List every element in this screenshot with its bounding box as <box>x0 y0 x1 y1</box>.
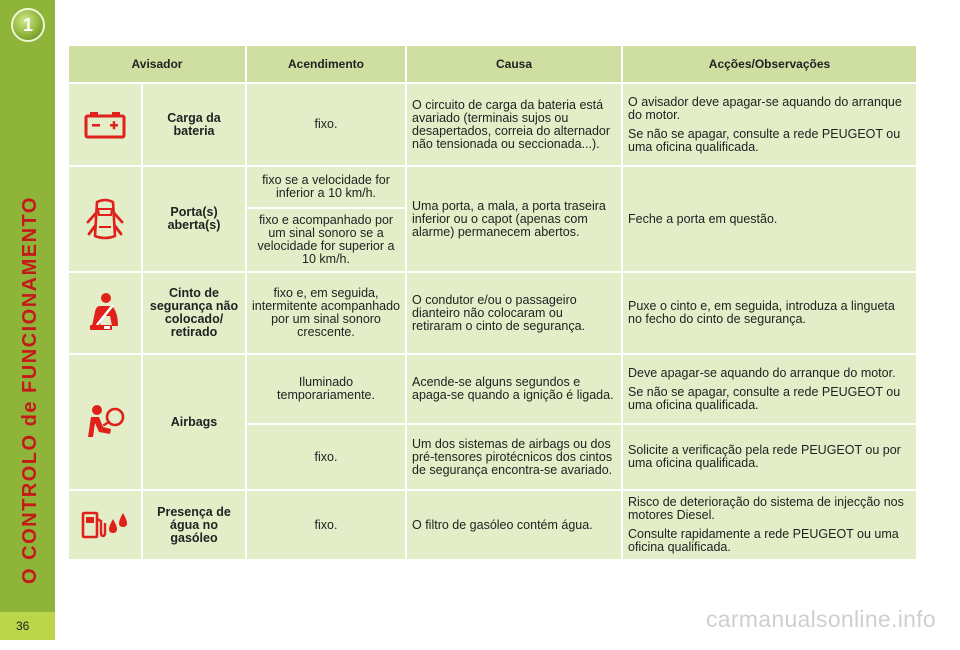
accoes-line: Se não se apagar, consulte a rede PEUGEOT ou uma oficina qualificada. <box>628 384 901 412</box>
table-header-row <box>68 45 917 83</box>
causa-cell: O circuito de carga da bateria está avariado (terminais sujos ou desapertados, correia do alternador não tensionada ou seccionada...). <box>406 83 622 166</box>
chapter-title-word-1: O CONTROLO <box>19 433 41 584</box>
accoes-line: Puxe o cinto e, em seguida, introduza a lingueta no fecho do cinto de segurança. <box>628 299 895 326</box>
chapter-title <box>15 130 45 650</box>
header-avisador: Avisador <box>68 45 246 83</box>
acendimento-cell: Iluminado temporariamente. <box>246 354 406 424</box>
accoes-line: Consulte rapidamente a rede PEUGEOT ou uma oficina qualificada. <box>628 527 899 554</box>
door-open-icon <box>85 196 125 242</box>
causa-cell: Um dos sistemas de airbags ou dos pré-tensores pirotécnicos dos cintos de segurança encontra-se avariado. <box>406 424 622 490</box>
accoes-cell <box>622 490 917 560</box>
table-row <box>68 166 917 208</box>
warning-lights-table <box>67 44 918 561</box>
causa-cell: O filtro de gasóleo contém água. <box>406 490 622 560</box>
icon-cell <box>68 272 142 354</box>
causa-cell: Uma porta, a mala, a porta traseira inferior ou o capot (apenas com alarme) permanecem abertos. <box>406 166 622 272</box>
accoes-line: Solicite a verificação pela rede PEUGEOT ou por uma oficina qualificada. <box>628 443 901 470</box>
accoes-line: Feche a porta em questão. <box>628 211 778 226</box>
chapter-number: 1 <box>22 14 33 35</box>
header-acendimento: Acendimento <box>246 45 406 83</box>
accoes-line: Deve apagar-se aquando do arranque do motor. <box>628 365 896 380</box>
warning-name: Cinto de segurança não colocado/ retirado <box>142 272 246 354</box>
water-in-diesel-icon <box>81 509 129 541</box>
airbag-icon <box>85 403 125 441</box>
accoes-cell <box>622 424 917 490</box>
battery-icon <box>84 111 126 139</box>
icon-cell <box>68 166 142 272</box>
warning-name: Carga da bateria <box>142 83 246 166</box>
accoes-line: O avisador deve apagar-se aquando do arranque do motor. <box>628 94 902 122</box>
warning-name: Airbags <box>142 354 246 490</box>
table-row <box>68 272 917 354</box>
table-row <box>68 354 917 424</box>
chapter-number-badge <box>11 8 45 42</box>
acendimento-cell: fixo. <box>246 83 406 166</box>
icon-cell <box>68 490 142 560</box>
seatbelt-icon <box>86 292 124 334</box>
acendimento-cell: fixo e, em seguida, intermitente acompanhado por um sinal sonoro crescente. <box>246 272 406 354</box>
table-row <box>68 83 917 166</box>
accoes-cell <box>622 354 917 424</box>
warning-name: Presença de água no gasóleo <box>142 490 246 560</box>
chapter-title-word-3: FUNCIONAMENTO <box>19 196 41 393</box>
chapter-title-word-2: de <box>19 400 41 427</box>
icon-cell <box>68 83 142 166</box>
watermark: carmanualsonline.info <box>705 606 936 632</box>
acendimento-cell: fixo. <box>246 490 406 560</box>
causa-cell: Acende-se alguns segundos e apaga-se quando a ignição é ligada. <box>406 354 622 424</box>
acendimento-cell: fixo. <box>246 424 406 490</box>
acendimento-cell: fixo se a velocidade for inferior a 10 km/h. <box>246 166 406 208</box>
warning-name: Porta(s) aberta(s) <box>142 166 246 272</box>
table-row <box>68 490 917 560</box>
causa-cell: O condutor e/ou o passageiro dianteiro não colocaram ou retiraram o cinto de segurança. <box>406 272 622 354</box>
accoes-line: Risco de deterioração do sistema de injecção nos motores Diesel. <box>628 495 904 522</box>
page-number: 36 <box>0 612 55 640</box>
accoes-line: Se não se apagar, consulte a rede PEUGEOT ou uma oficina qualificada. <box>628 126 901 154</box>
header-causa: Causa <box>406 45 622 83</box>
accoes-cell <box>622 272 917 354</box>
accoes-cell <box>622 83 917 166</box>
header-accoes: Acções/Observações <box>622 45 917 83</box>
accoes-cell <box>622 166 917 272</box>
acendimento-cell: fixo e acompanhado por um sinal sonoro se a velocidade for superior a 10 km/h. <box>246 208 406 272</box>
sidebar <box>0 0 55 640</box>
icon-cell <box>68 354 142 490</box>
